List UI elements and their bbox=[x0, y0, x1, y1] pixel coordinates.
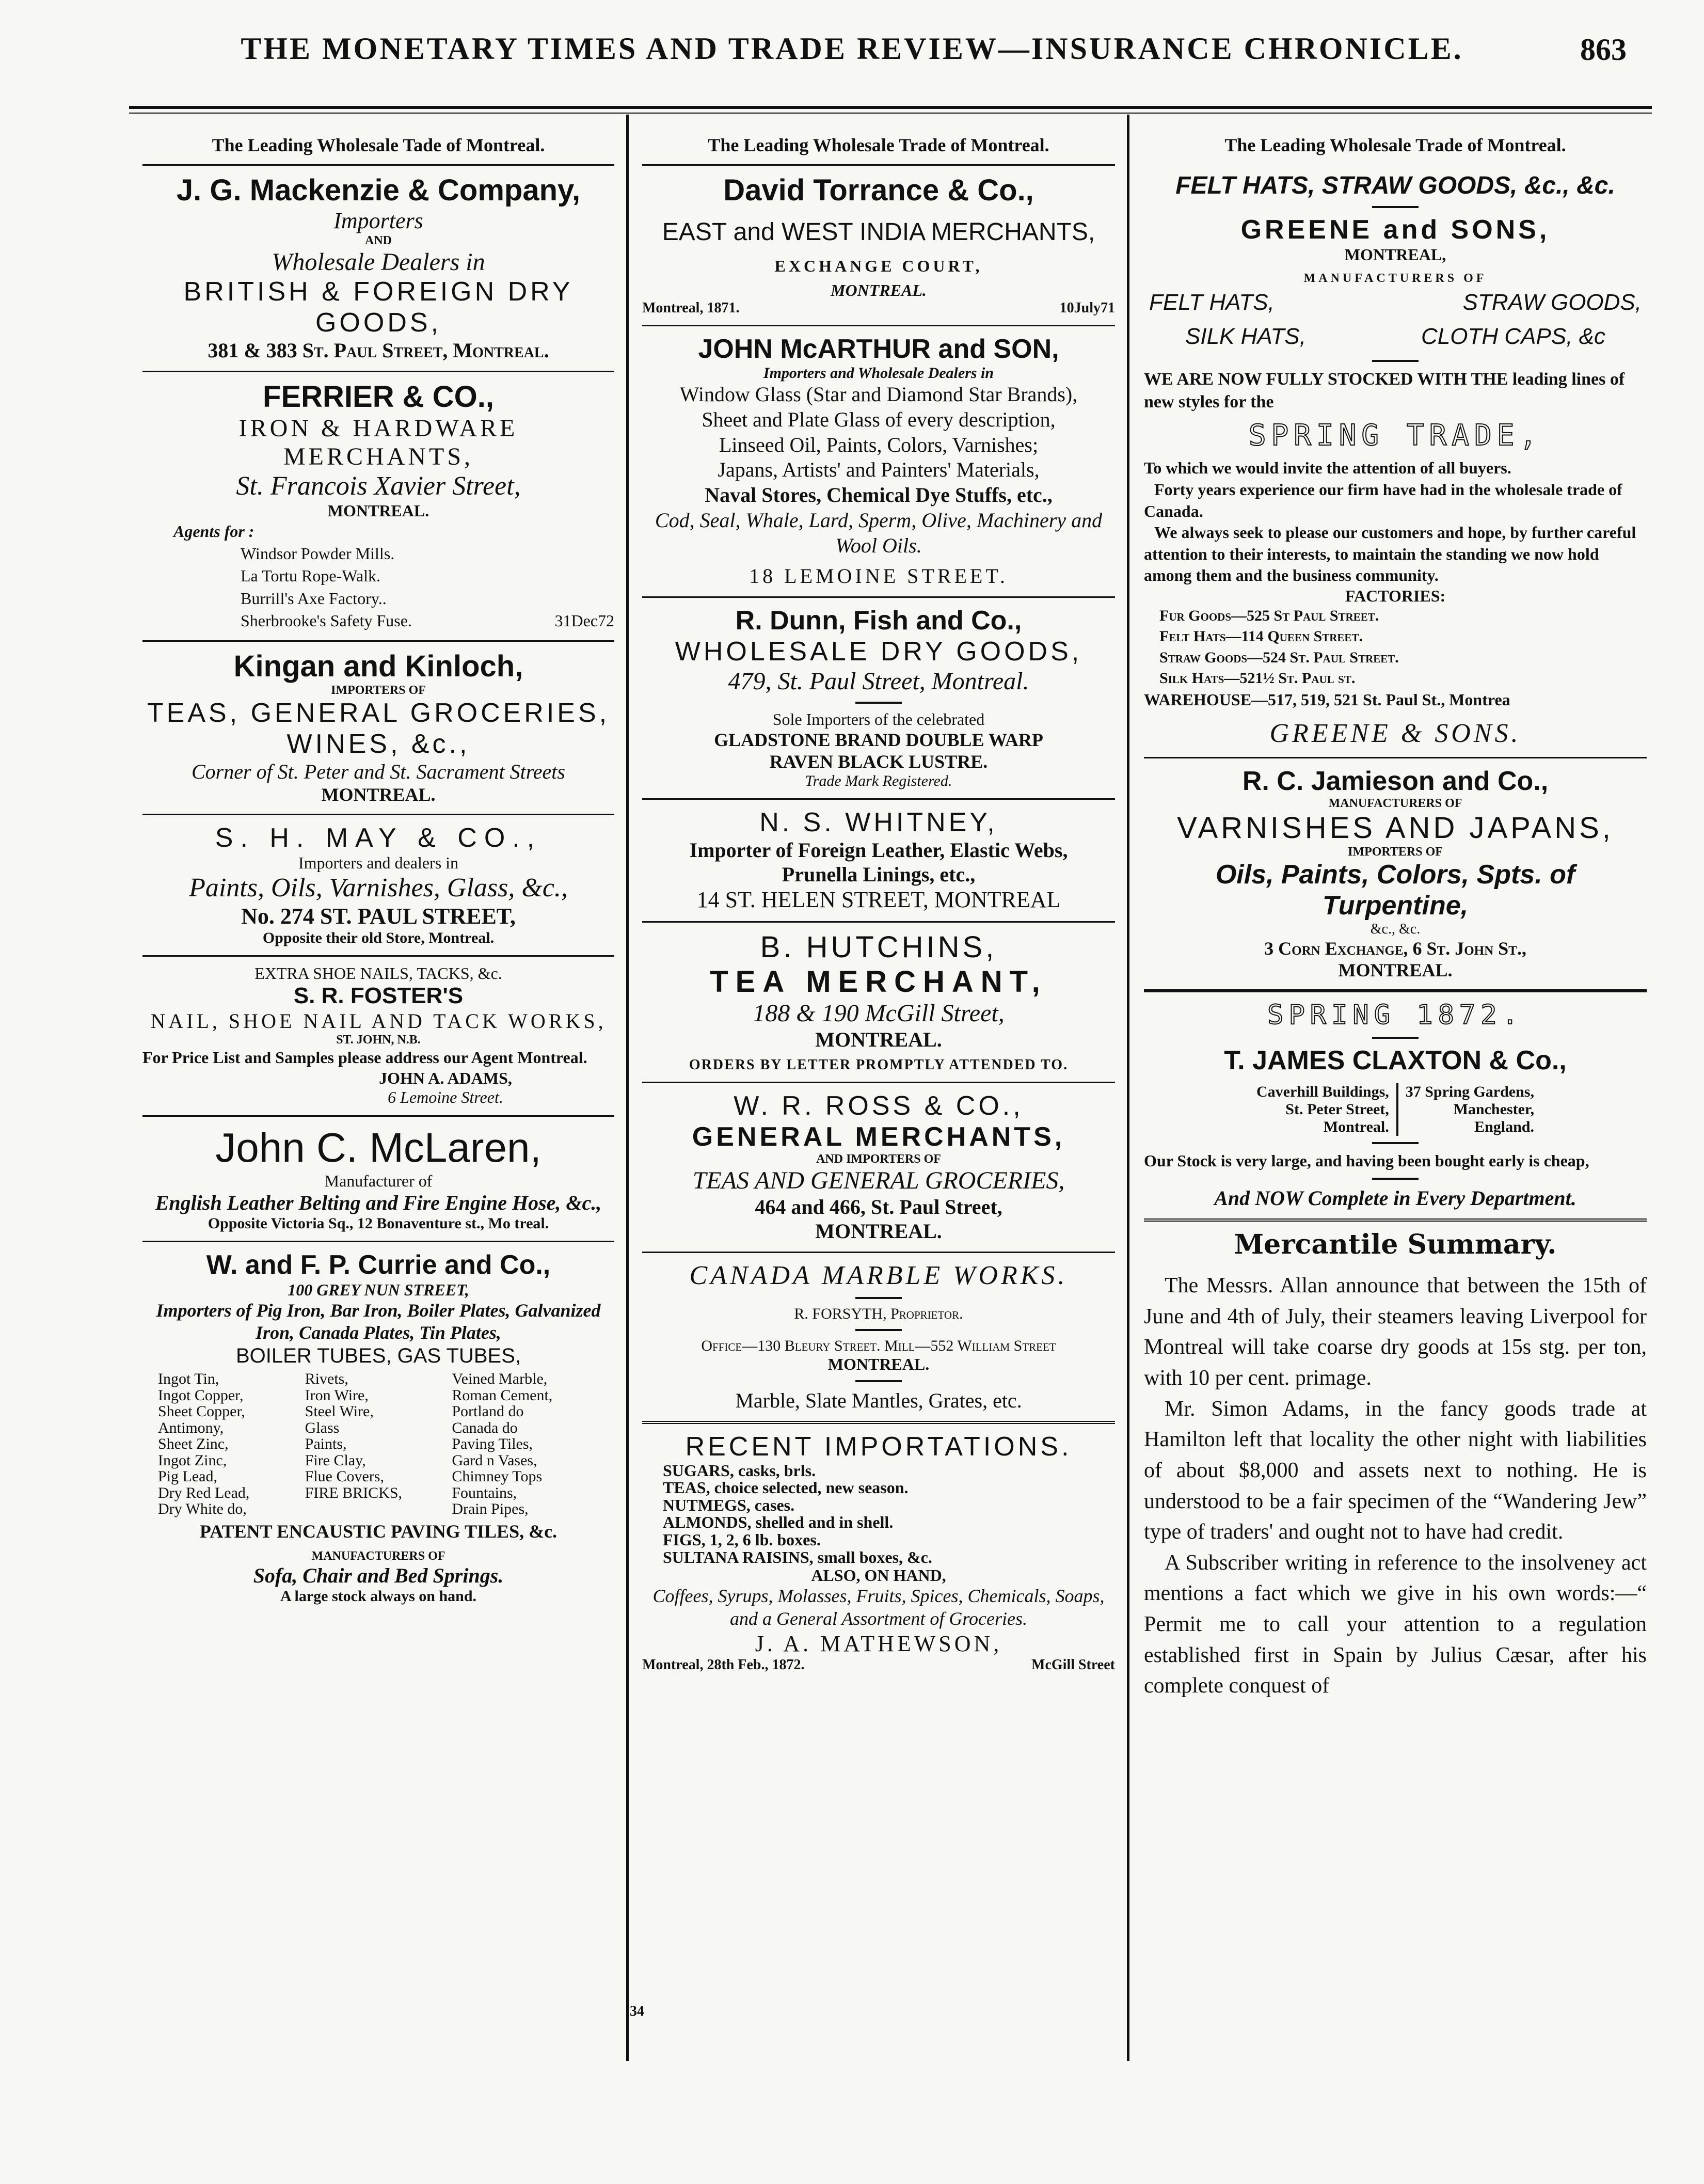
product-item: FELT HATS, bbox=[1149, 290, 1275, 315]
ad-line: JOHN A. ADAMS, bbox=[379, 1068, 512, 1087]
ad-line: For Price List and Samples please address our Agent Montreal. bbox=[142, 1048, 587, 1067]
ad-date: 10July71 bbox=[1059, 300, 1115, 316]
product-item: Dry White do, bbox=[158, 1500, 247, 1518]
firm-name: W. R. ROSS & CO., bbox=[734, 1090, 1024, 1121]
ad-ferrier bbox=[142, 372, 614, 642]
factory-item: Straw Goods—524 St. Paul Street. bbox=[1159, 648, 1399, 666]
agent-item: Sherbrooke's Safety Fuse. bbox=[241, 611, 412, 630]
ad-line: 464 and 466, St. Paul Street, bbox=[755, 1195, 1002, 1218]
summary-title: Mercantile Summary. bbox=[1234, 1229, 1557, 1261]
factory-item: Fur Goods—525 St Paul Street. bbox=[1159, 607, 1379, 624]
ad-may bbox=[142, 815, 614, 957]
import-item: TEAS, choice selected, new season. bbox=[663, 1478, 909, 1497]
product-item: Drain Pipes, bbox=[452, 1500, 529, 1518]
agent-item: Windsor Powder Mills. bbox=[241, 544, 395, 563]
ad-line: St. Francois Xavier Street, bbox=[236, 471, 521, 501]
ad-line: AND IMPORTERS OF bbox=[816, 1152, 941, 1166]
summary-paragraph: Mr. Simon Adams, in the fancy goods trade at Hamilton left that locality the other night with liabilities of about $8,000 and assets next to nothing. He is understood to be a fair specimen of the “Wandering Jew” type of traders' and ought not to have had credit. bbox=[1144, 1397, 1647, 1544]
ad-date: Montreal, 1871. bbox=[642, 300, 740, 316]
ad-line: MANUFACTURERS OF bbox=[1328, 796, 1462, 810]
ad-line: 479, St. Paul Street, Montreal. bbox=[728, 667, 1029, 695]
ad-line: MONTREAL. bbox=[815, 1027, 942, 1051]
summary-paragraph: A Subscriber writing in reference to the insolveney act mentions a fact which we give in his own words:—“ Permit me to call your attention to a regulation established first in Spain by Julius Cæsar, after his complete conquest of bbox=[1144, 1550, 1647, 1698]
factory-item: Silk Hats—521½ St. Paul st. bbox=[1159, 670, 1356, 687]
ad-line: MONTREAL. bbox=[827, 1354, 930, 1373]
ad-line: Manufacturer of bbox=[324, 1171, 433, 1190]
ad-line: English Leather Belting and Fire Engine Hose, &c., bbox=[155, 1191, 602, 1214]
ad-line: A large stock always on hand. bbox=[280, 1587, 477, 1605]
ad-line: &c., &c. bbox=[1370, 921, 1421, 937]
ad-line: FELT HATS, STRAW GOODS, &c., &c. bbox=[1175, 172, 1615, 199]
section-heading-text: The Leading Wholesale Trade of Montreal. bbox=[708, 135, 1049, 155]
ad-line: WHOLESALE DRY GOODS, bbox=[675, 636, 1082, 667]
ad-line: Caverhill Buildings, bbox=[1256, 1083, 1389, 1100]
ad-line: 37 Spring Gardens, bbox=[1405, 1083, 1534, 1100]
ad-line: MANUFACTURERS OF bbox=[1303, 272, 1487, 285]
ad-line: MONTREAL. bbox=[1338, 959, 1453, 980]
firm-name: R. Dunn, Fish and Co., bbox=[735, 605, 1022, 636]
ad-line: MONTREAL. bbox=[321, 784, 436, 805]
firm-name: David Torrance & Co., bbox=[723, 173, 1034, 207]
ad-line: EAST and WEST INDIA MERCHANTS, bbox=[662, 218, 1095, 246]
ad-line: NAIL, SHOE NAIL AND TACK WORKS, bbox=[150, 1009, 607, 1033]
ad-line: R. FORSYTH, Proprietor. bbox=[794, 1305, 963, 1322]
ad-line: GENERAL MERCHANTS, bbox=[692, 1121, 1065, 1152]
firm-name: JOHN McARTHUR and SON, bbox=[698, 334, 1059, 364]
product-item: Sheet Zinc, bbox=[158, 1435, 229, 1453]
product-item: Roman Cement, bbox=[452, 1386, 553, 1404]
ad-line: WAREHOUSE—517, 519, 521 St. Paul St., Montrea bbox=[1144, 690, 1510, 709]
ad-line: Importers bbox=[333, 208, 423, 233]
agent-item: Burrill's Axe Factory.. bbox=[241, 589, 387, 608]
ad-line: Corner of St. Peter and St. Sacrament Streets bbox=[192, 759, 565, 783]
ad-line: ORDERS BY LETTER PROMPTLY ATTENDED TO. bbox=[689, 1056, 1069, 1073]
ad-line: Marble, Slate Mantles, Grates, etc. bbox=[735, 1388, 1022, 1412]
ad-line: Sofa, Chair and Bed Springs. bbox=[253, 1563, 504, 1587]
ad-torrance bbox=[642, 166, 1115, 326]
ad-line: MONTREAL, bbox=[1344, 245, 1446, 264]
product-item: Ingot Tin, bbox=[158, 1370, 219, 1388]
product-item: Chimney Tops bbox=[452, 1468, 543, 1485]
ad-line: Montreal. bbox=[1323, 1118, 1389, 1135]
section-heading-right bbox=[1144, 119, 1647, 164]
import-item: NUTMEGS, cases. bbox=[663, 1495, 795, 1514]
ad-line: Paints, Oils, Varnishes, Glass, &c., bbox=[189, 873, 568, 903]
product-item: STRAW GOODS, bbox=[1462, 290, 1642, 315]
product-item: Paints, bbox=[305, 1435, 347, 1453]
ad-address: 18 LEMOINE STREET. bbox=[749, 564, 1008, 588]
ad-line: MONTREAL. bbox=[831, 281, 927, 299]
ad-line: Coffees, Syrups, Molasses, Fruits, Spices, Chemicals, Soaps, and a General Assortment of Groceries. bbox=[652, 1586, 1105, 1629]
ad-line: Importers and dealers in bbox=[298, 853, 459, 872]
ad-line: Wholesale Dealers in bbox=[272, 248, 485, 276]
spring-heading: SPRING 1872. bbox=[1267, 999, 1523, 1031]
ad-date: Montreal, 28th Feb., 1872. bbox=[642, 1656, 805, 1673]
ad-whitney bbox=[642, 800, 1115, 923]
product-list bbox=[142, 1368, 614, 1521]
ad-line: Office—130 Bleury Street. Mill—552 William Street bbox=[701, 1337, 1056, 1354]
ad-line: Importers and Wholesale Dealers in bbox=[763, 365, 994, 382]
firm-name: W. and F. P. Currie and Co., bbox=[206, 1249, 551, 1280]
agents-label: Agents for : bbox=[173, 522, 254, 541]
product-item: Glass bbox=[305, 1419, 340, 1436]
firm-name: R. C. Jamieson and Co., bbox=[1242, 766, 1549, 796]
ad-address: Opposite Victoria Sq., 12 Bonaventure st., Mo treal. bbox=[208, 1214, 549, 1232]
ad-address: 14 ST. HELEN STREET, MONTREAL bbox=[696, 887, 1061, 912]
product-item: Fire Clay, bbox=[305, 1451, 366, 1469]
firm-name: CANADA MARBLE WORKS. bbox=[689, 1260, 1068, 1290]
product-item: CLOTH CAPS, &c bbox=[1421, 324, 1605, 349]
firm-name: J. G. Mackenzie & Company, bbox=[176, 173, 581, 207]
ad-line: WINES, &c., bbox=[286, 729, 470, 759]
product-item: Flue Covers, bbox=[305, 1468, 384, 1485]
ad-line: 6 Lemoine Street. bbox=[388, 1087, 503, 1106]
product-item: Fountains, bbox=[452, 1484, 517, 1501]
ad-line: To which we would invite the attention of all buyers. bbox=[1144, 458, 1511, 478]
product-item: Antimony, bbox=[158, 1419, 224, 1436]
ad-mcarthur bbox=[642, 326, 1115, 598]
ad-dunn bbox=[642, 598, 1115, 800]
ad-line: Naval Stores, Chemical Dye Stuffs, etc., bbox=[705, 483, 1053, 507]
page-header bbox=[0, 0, 1704, 114]
ad-line: GREENE & SONS. bbox=[1269, 718, 1521, 748]
ad-line: No. 274 ST. PAUL STREET, bbox=[241, 903, 516, 929]
product-item: Steel Wire, bbox=[305, 1403, 374, 1420]
firm-name: S. H. MAY & CO., bbox=[215, 822, 542, 853]
spring-trade-heading: SPRING TRADE, bbox=[1248, 419, 1542, 453]
firm-name: B. HUTCHINS, bbox=[760, 930, 997, 964]
firm-name: FERRIER & CO., bbox=[263, 380, 494, 414]
column-divider-left bbox=[626, 115, 629, 2061]
ad-line: Trade Mark Registered. bbox=[805, 772, 952, 789]
firm-name: RECENT IMPORTATIONS. bbox=[685, 1431, 1072, 1462]
product-item: Iron Wire, bbox=[305, 1386, 369, 1404]
firm-name: S. R. FOSTER'S bbox=[293, 983, 464, 1008]
product-item: Gard n Vases, bbox=[452, 1451, 537, 1469]
ad-line: FACTORIES: bbox=[1345, 586, 1446, 605]
ad-line: RAVEN BLACK LUSTRE. bbox=[769, 751, 988, 772]
column-divider-right bbox=[1127, 115, 1129, 2061]
import-item: FIGS, 1, 2, 6 lb. boxes. bbox=[663, 1530, 821, 1549]
ad-line: 100 GREY NUN STREET, bbox=[288, 1280, 469, 1299]
ad-line: AND bbox=[365, 234, 392, 247]
ad-line: J. A. MATHEWSON, bbox=[755, 1631, 1002, 1656]
ad-line: IMPORTERS OF bbox=[331, 683, 426, 697]
ad-mclaren bbox=[142, 1117, 614, 1242]
ad-hutchins bbox=[642, 923, 1115, 1083]
import-item: SUGARS, casks, brls. bbox=[663, 1461, 816, 1480]
firm-name: John C. McLaren, bbox=[215, 1124, 542, 1170]
page-number: 863 bbox=[1580, 33, 1627, 67]
ad-line: IRON & HARDWARE MERCHANTS, bbox=[238, 415, 518, 470]
ad-ross bbox=[642, 1083, 1115, 1253]
ad-line: MONTREAL. bbox=[327, 501, 429, 520]
ad-line: Prunella Linings, etc., bbox=[782, 862, 976, 886]
ad-marble-works bbox=[642, 1253, 1115, 1424]
product-item: Paving Tiles, bbox=[452, 1435, 533, 1453]
ad-address: 381 & 383 St. Paul Street, Montreal. bbox=[208, 339, 549, 362]
ad-line: EXCHANGE COURT, bbox=[774, 257, 983, 275]
ad-line: Japans, Artists' and Painters' Materials, bbox=[718, 458, 1040, 482]
product-item: Dry Red Lead, bbox=[158, 1484, 250, 1501]
masthead-title: THE MONETARY TIMES AND TRADE REVIEW—INSURANCE CHRONICLE. bbox=[241, 31, 1463, 66]
header-rule-thin bbox=[129, 113, 1652, 114]
ad-line: Our Stock is very large, and having been bought early is cheap, bbox=[1144, 1151, 1589, 1170]
ad-line: Sheet and Plate Glass of every description, bbox=[702, 407, 1056, 431]
mercantile-summary bbox=[1144, 1222, 1647, 1710]
ad-mackenzie bbox=[142, 166, 614, 372]
product-item: Canada do bbox=[452, 1419, 518, 1436]
firm-name: T. JAMES CLAXTON & Co., bbox=[1224, 1045, 1567, 1075]
ad-address: McGill Street bbox=[1031, 1656, 1115, 1673]
ad-address: 3 Corn Exchange, 6 St. John St., bbox=[1264, 938, 1526, 959]
ad-line: St. Peter Street, bbox=[1285, 1100, 1389, 1118]
ad-line: ST. JOHN, N.B. bbox=[336, 1033, 421, 1047]
product-item: Ingot Copper, bbox=[158, 1386, 244, 1404]
ad-line: England. bbox=[1474, 1118, 1534, 1135]
section-heading-middle bbox=[642, 119, 1115, 166]
product-item: Portland do bbox=[452, 1403, 524, 1420]
import-item: ALMONDS, shelled and in shell. bbox=[663, 1513, 894, 1532]
ad-line: TEAS AND GENERAL GROCERIES, bbox=[692, 1166, 1065, 1194]
firm-name: Kingan and Kinloch, bbox=[233, 649, 523, 683]
ad-currie bbox=[142, 1242, 614, 1613]
summary-paragraph: The Messrs. Allan announce that between the 15th of June and 4th of July, their steamers leaving Liverpool for Montreal will take coarse dry goods at 15s stg. per ton, with 10 per cent. primage. bbox=[1144, 1274, 1647, 1390]
ad-line: BRITISH & FOREIGN DRY GOODS, bbox=[183, 277, 574, 338]
ad-jamieson bbox=[1144, 758, 1647, 992]
header-rule bbox=[129, 106, 1652, 109]
ad-line: Importer of Foreign Leather, Elastic Webs, bbox=[689, 838, 1068, 862]
ad-line: Manchester, bbox=[1453, 1100, 1534, 1118]
ad-kingan bbox=[142, 642, 614, 815]
ad-line: And NOW Complete in Every Department. bbox=[1214, 1186, 1576, 1210]
product-item: Pig Lead, bbox=[158, 1468, 217, 1485]
product-item: Veined Marble, bbox=[452, 1370, 548, 1388]
ad-line: We always seek to please our customers and hope, by further careful attention to their interests, to maintain the standing we now hold among them and the business community. bbox=[1144, 523, 1636, 585]
ad-line: EXTRA SHOE NAILS, TACKS, &c. bbox=[254, 963, 502, 983]
ad-line: VARNISHES AND JAPANS, bbox=[1177, 811, 1614, 845]
product-item: Rivets, bbox=[305, 1370, 348, 1388]
factory-item: Felt Hats—114 Queen Street. bbox=[1159, 628, 1363, 645]
ad-line: MANUFACTURERS OF bbox=[311, 1549, 445, 1563]
ad-line: Importers of Pig Iron, Bar Iron, Boiler Plates, Galvanized Iron, Canada Plates, Tin Plates, bbox=[156, 1300, 601, 1343]
section-heading-text: The Leading Wholesale Trade of Montreal. bbox=[1224, 135, 1566, 155]
section-heading-text: The Leading Wholesale Tade of Montreal. bbox=[212, 135, 545, 155]
ad-foster bbox=[142, 957, 614, 1117]
ad-claxton bbox=[1144, 992, 1647, 1222]
ad-line: Cod, Seal, Whale, Lard, Sperm, Olive, Machinery and Wool Oils. bbox=[655, 508, 1103, 557]
product-item: FIRE BRICKS, bbox=[305, 1484, 403, 1501]
column-right bbox=[1135, 119, 1656, 2081]
ad-recent-importations bbox=[642, 1424, 1115, 1682]
import-item: SULTANA RAISINS, small boxes, &c. bbox=[663, 1547, 932, 1566]
ad-line: WE ARE NOW FULLY STOCKED WITH THE leading lines of new styles for the bbox=[1144, 370, 1625, 412]
ad-line: BOILER TUBES, GAS TUBES, bbox=[235, 1344, 521, 1368]
ad-line: Window Glass (Star and Diamond Star Brands), bbox=[679, 383, 1078, 406]
product-item: Sheet Copper, bbox=[158, 1403, 245, 1420]
column-middle bbox=[633, 119, 1124, 2081]
ad-greene bbox=[1144, 164, 1647, 758]
ad-line: IMPORTERS OF bbox=[1348, 845, 1443, 859]
product-item: Ingot Zinc, bbox=[158, 1451, 227, 1469]
ad-line: Forty years experience our firm have had in the wholesale trade of Canada. bbox=[1144, 480, 1622, 520]
section-heading-left bbox=[142, 119, 614, 166]
ad-line: Opposite their old Store, Montreal. bbox=[262, 929, 495, 946]
firm-name: GREENE and SONS, bbox=[1240, 215, 1550, 245]
ad-line: 188 & 190 McGill Street, bbox=[753, 999, 1005, 1027]
ad-date: 31Dec72 bbox=[554, 611, 614, 630]
firm-name: N. S. WHITNEY, bbox=[759, 807, 998, 837]
product-item: SILK HATS, bbox=[1185, 324, 1306, 349]
ad-line: GLADSTONE BRAND DOUBLE WARP bbox=[714, 729, 1043, 750]
ad-line: PATENT ENCAUSTIC PAVING TILES, &c. bbox=[199, 1521, 558, 1542]
ad-line: Sole Importers of the celebrated bbox=[772, 709, 985, 729]
ad-line: TEA MERCHANT, bbox=[710, 964, 1047, 999]
footer-mark: 34 bbox=[630, 2003, 644, 2019]
ad-line: Linseed Oil, Paints, Colors, Varnishes; bbox=[719, 433, 1039, 456]
ad-line: ALSO, ON HAND, bbox=[811, 1566, 946, 1585]
ad-line: Oils, Paints, Colors, Spts. of Turpentine, bbox=[1215, 859, 1575, 921]
column-left bbox=[133, 119, 624, 2081]
ad-line: TEAS, GENERAL GROCERIES, bbox=[147, 698, 610, 728]
agent-item: La Tortu Rope-Walk. bbox=[241, 566, 380, 585]
ad-line: MONTREAL. bbox=[815, 1219, 942, 1243]
